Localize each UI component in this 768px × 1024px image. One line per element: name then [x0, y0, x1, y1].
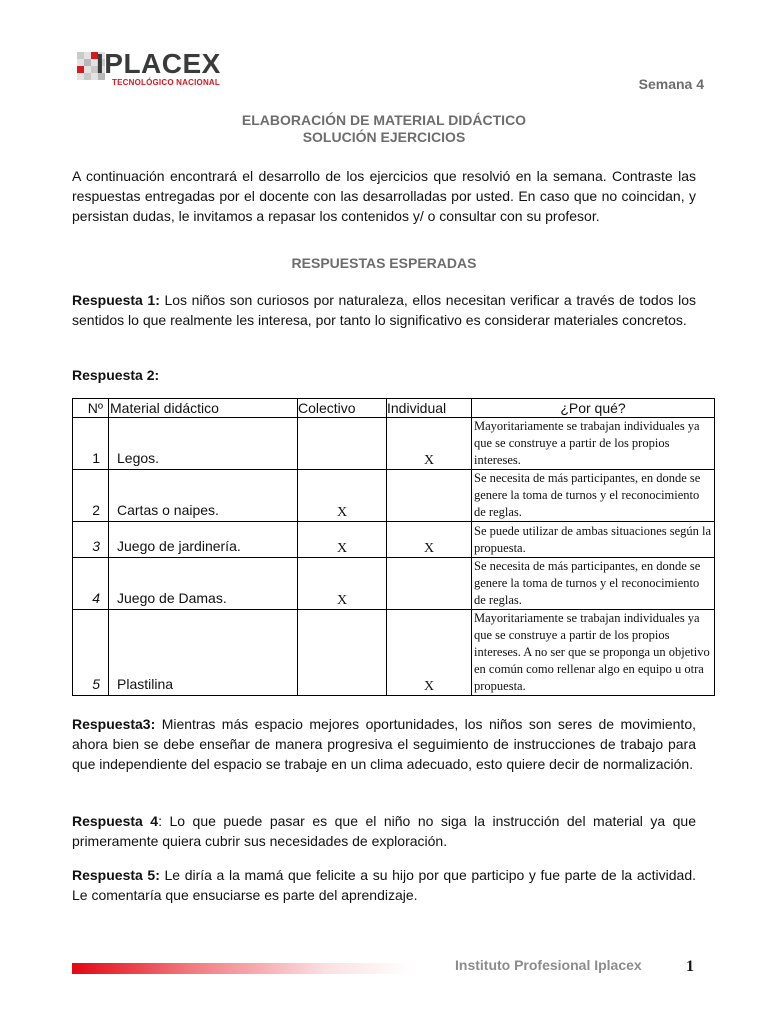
answer-3-label: Respuesta3: [72, 716, 156, 732]
answer-4-text: : Lo que puede pasar es que el niño no siga la instrucción del material ya que primeramente quiera cubrir sus necesidades de exploración. [72, 813, 696, 849]
row-material: Juego de jardinería. [109, 522, 298, 558]
row-colectivo-mark [298, 610, 387, 696]
table-row [73, 470, 715, 522]
answer-1-text: Los niños son curiosos por naturaleza, ellos necesitan verificar a través de todos los sentidos lo que realmente les interesa, por tanto lo significativo es considerar materiales concretos. [72, 292, 696, 328]
row-material: Legos. [109, 418, 298, 470]
row-colectivo-mark: X [298, 522, 387, 558]
iplacex-logo [77, 48, 237, 88]
header-why: ¿Por qué? [472, 399, 715, 418]
answer-2-label: Respuesta 2: [72, 367, 160, 383]
answer-1-label: Respuesta 1: [72, 292, 160, 308]
row-colectivo-mark: X [298, 470, 387, 522]
answer-5-label: Respuesta 5: [72, 867, 160, 883]
page-number: 1 [686, 958, 694, 975]
footer-institution: Instituto Profesional Iplacex [455, 957, 642, 973]
header-individual: Individual [387, 399, 472, 418]
row-individual-mark: X [387, 522, 472, 558]
answer-2 [72, 365, 696, 385]
row-reason: Mayoritariamente se trabajan individuales ya que se construye a partir de los propios intereses. A no ser que se proponga un objetivo en común como rellenar algo en equipo u otra propuesta. [472, 610, 715, 696]
answer-3 [72, 714, 696, 774]
answer-4-label: Respuesta 4 [72, 813, 159, 829]
row-reason: Se necesita de más participantes, en donde se genere la toma de turnos y el reconocimiento de reglas. [472, 470, 715, 522]
row-material: Plastilina [109, 610, 298, 696]
row-colectivo-mark [298, 418, 387, 470]
row-reason: Se necesita de más participantes, en donde se genere la toma de turnos y el reconocimiento de reglas. [472, 558, 715, 610]
intro-paragraph: A continuación encontrará el desarrollo de los ejercicios que resolvió en la semana. Contraste las respuestas entregadas por el docente con las desarrolladas por usted. En caso que no coincidan, y persistan dudas, le invitamos a repasar los contenidos y/ o consultar con su profesor. [72, 168, 696, 224]
answer-4 [72, 811, 696, 851]
row-number: 5 [73, 610, 109, 696]
row-colectivo-mark: X [298, 558, 387, 610]
answer-5-text: Le diría a la mamá que felicite a su hijo por que participo y fue parte de la actividad. Le comentaría que ensuciarse es parte del aprendizaje. [72, 867, 696, 903]
section-title: RESPUESTAS ESPERADAS [291, 255, 477, 271]
row-material: Cartas o naipes. [109, 470, 298, 522]
row-individual-mark [387, 558, 472, 610]
row-reason: Se puede utilizar de ambas situaciones según la propuesta. [472, 522, 715, 558]
row-material: Juego de Damas. [109, 558, 298, 610]
table-row [73, 610, 715, 696]
answer-3-text: Mientras más espacio mejores oportunidades, los niños son seres de movimiento, ahora bien se debe enseñar de manera progresiva el seguimiento de instrucciones de trabajo para que independiente del espacio se trabaje en un clima adecuado, esto quiere decir de normalización. [72, 716, 696, 772]
row-number: 1 [73, 418, 109, 470]
row-individual-mark [387, 470, 472, 522]
answer-5 [72, 865, 696, 905]
logo-wordmark: IPLACEX [96, 48, 221, 79]
row-individual-mark: X [387, 610, 472, 696]
answer-1 [72, 290, 696, 330]
document-subtitle: SOLUCIÓN EJERCICIOS [302, 129, 466, 145]
table-row [73, 558, 715, 610]
document-title: ELABORACIÓN DE MATERIAL DIDÁCTICO [241, 112, 527, 128]
header-colectivo: Colectivo [298, 399, 387, 418]
table-row [73, 418, 715, 470]
row-reason: Mayoritariamente se trabajan individuales ya que se construye a partir de los propios intereses. [472, 418, 715, 470]
header-number: Nº [73, 399, 109, 418]
header-material: Material didáctico [109, 399, 298, 418]
logo-subtitle: TECNOLÓGICO NACIONAL [112, 78, 220, 87]
row-individual-mark: X [387, 418, 472, 470]
materials-table [72, 398, 715, 696]
table-row [73, 522, 715, 558]
week-label: Semana 4 [638, 76, 704, 92]
row-number: 3 [73, 522, 109, 558]
table-header-row [73, 399, 715, 418]
row-number: 4 [73, 558, 109, 610]
row-number: 2 [73, 470, 109, 522]
footer-gradient-bar [72, 963, 412, 974]
